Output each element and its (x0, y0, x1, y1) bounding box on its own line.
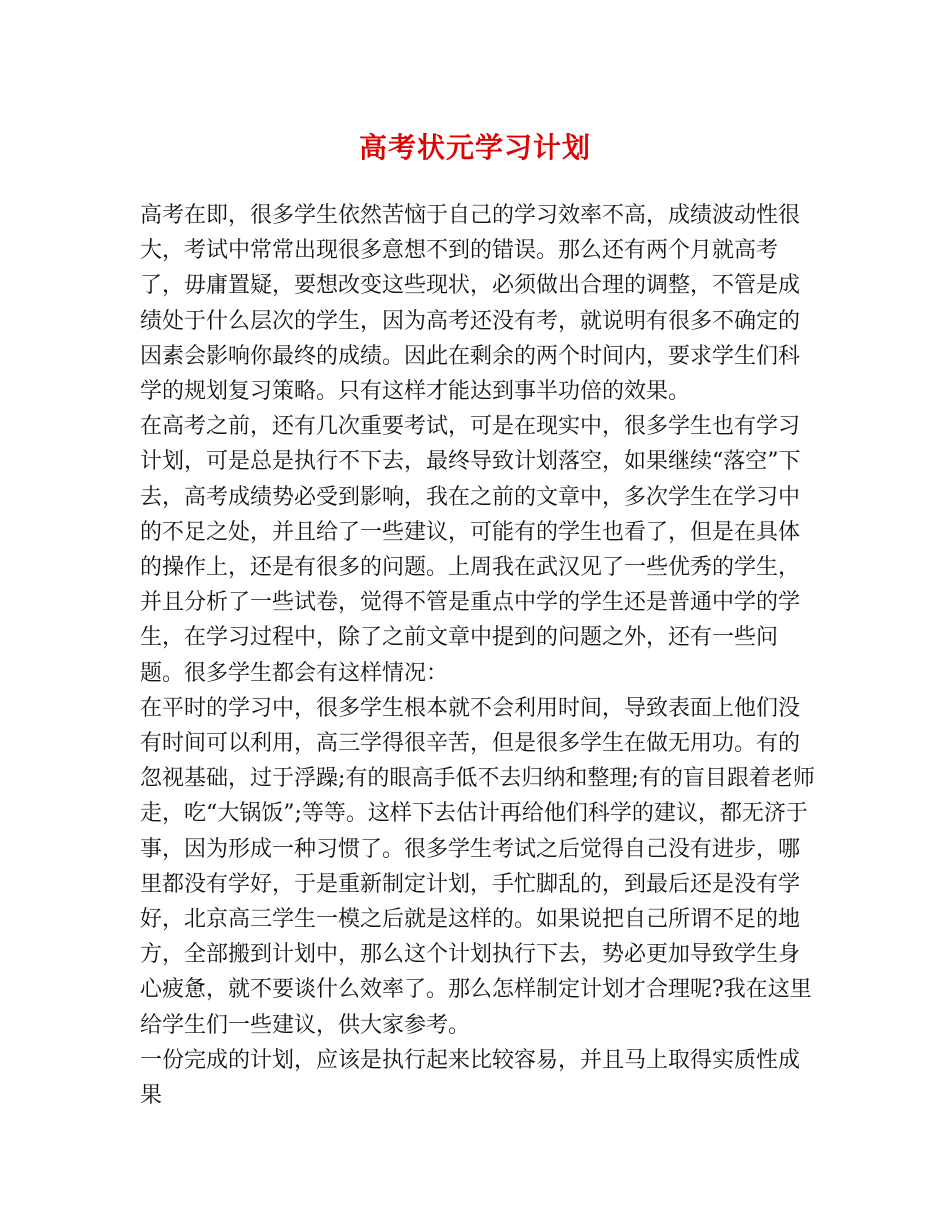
document-body (140, 198, 820, 1113)
paragraph-1: 高考在即，很多学生依然苦恼于自己的学习效率不高，成绩波动性很大，考试中常常出现很多意想不到的错误。那么还有两个月就高考了，毋庸置疑，要想改变这些现状，必须做出合理的调整，不管是成绩处于什么层次的学生，因为高考还没有考，就说明有很多不确定的因素会影响你最终的成绩。因此在剩余的两个时间内，要求学生们科学的规划复习策略。只有这样才能达到事半功倍的效果。 (140, 203, 801, 405)
paragraph-2: 在高考之前，还有几次重要考试，可是在现实中，很多学生也有学习计划，可是总是执行不下去，最终导致计划落空，如果继续“落空”下去，高考成绩势必受到影响，我在之前的文章中，多次学生在学习中的不足之处，并且给了一些建议，可能有的学生也看了，但是在具体的操作上，还是有很多的问题。上周我在武汉见了一些优秀的学生，并且分析了一些试卷，觉得不管是重点中学的学生还是普通中学的学生，在学习过程中，除了之前文章中提到的问题之外，还有一些问题。很多学生都会有这样情况： (140, 414, 801, 686)
paragraph-3: 在平时的学习中，很多学生根本就不会利用时间，导致表面上他们没有时间可以利用，高三学得很辛苦，但是很多学生在做无用功。有的忽视基础，过于浮躁;有的眼高手低不去归纳和整理;有的盲目跟着老师走，吃“大锅饭”;等等。这样下去估计再给他们科学的建议，都无济于事，因为形成一种习惯了。很多学生考试之后觉得自己没有进步，哪里都没有学好，于是重新制定计划，手忙脚乱的，到最后还是没有学好，北京高三学生一模之后就是这样的。如果说把自己所谓不足的地方，全部搬到计划中，那么这个计划执行下去，势必更加导致学生身心疲惫，就不要谈什么效率了。那么怎样制定计划才合理呢?我在这里给学生们一些建议，供大家参考。 (140, 695, 815, 1038)
paragraph-4: 一份完成的计划，应该是执行起来比较容易，并且马上取得实质性成果 (140, 1047, 801, 1109)
document-title: 高考状元学习计划 (358, 131, 591, 164)
